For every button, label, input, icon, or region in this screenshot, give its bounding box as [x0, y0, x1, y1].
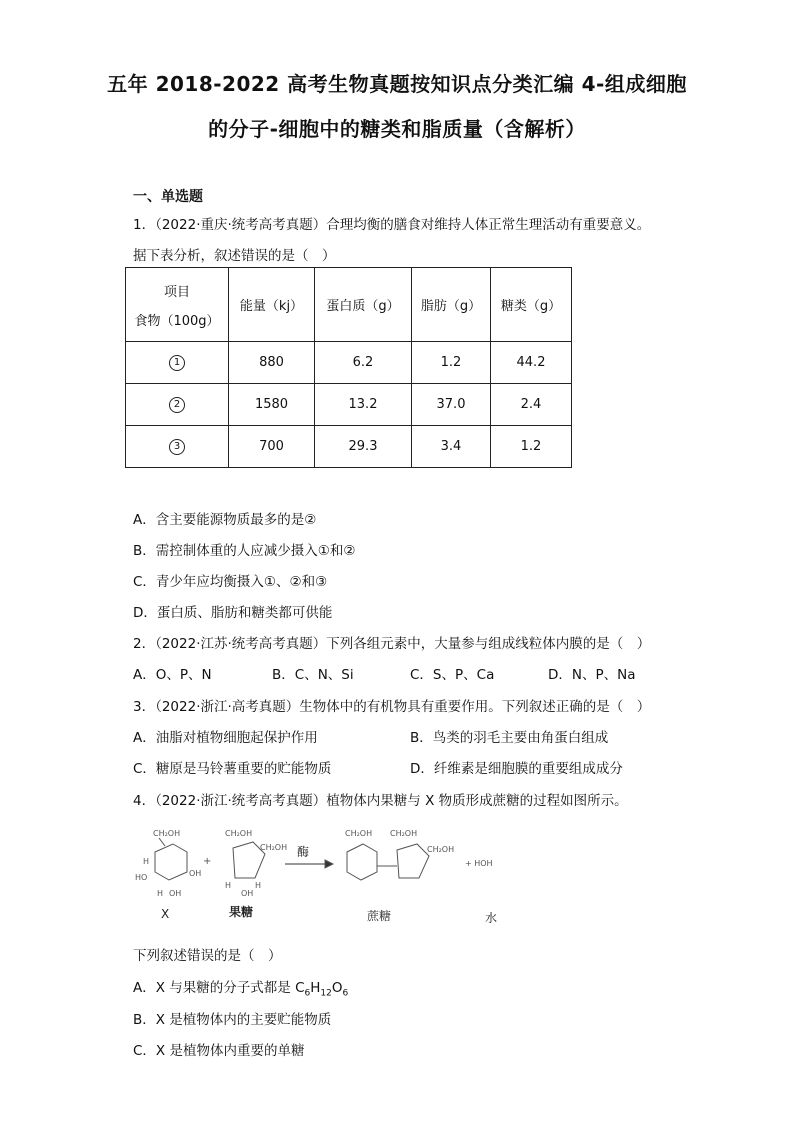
table-cell: 6.2 — [315, 342, 412, 384]
document-title-line1: 五年 2018-2022 高考生物真题按知识点分类汇编 4-组成细胞 — [107, 72, 687, 96]
plus-sign: + — [203, 856, 212, 867]
document-title-line2: 的分子-细胞中的糖类和脂质量（含解析） — [208, 117, 586, 141]
q3-option-b: B．鸟类的羽毛主要由角蛋白组成 — [410, 730, 609, 746]
svg-text:HO: HO — [135, 873, 148, 882]
svg-text:CH₂OH: CH₂OH — [225, 829, 253, 838]
q1-stem-line1: 1．（2022·重庆·统考高考真题）合理均衡的膳食对维持人体正常生理活动有重要意义。 — [133, 217, 651, 233]
q3-stem: 3．（2022·浙江·高考真题）生物体中的有机物具有重要作用。下列叙述正确的是（ ） — [133, 699, 651, 715]
row-label-circled: 3 — [169, 439, 185, 455]
water-label: 水 — [485, 911, 498, 925]
svg-text:CH₂OH: CH₂OH — [427, 845, 455, 854]
svg-text:OH: OH — [189, 869, 202, 878]
column-header: 蛋白质（g） — [315, 268, 412, 342]
q4-option-c: C．X 是植物体内重要的单糖 — [133, 1043, 305, 1059]
table-cell: 700 — [229, 426, 315, 468]
q1-option-d: D．蛋白质、脂肪和糖类都可供能 — [133, 605, 333, 621]
column-header: 糖类（g） — [491, 268, 572, 342]
q4-option-a: A．X 与果糖的分子式都是 $C_6H_{12}O_6$ — [133, 980, 349, 999]
sucrose-label: 蔗糖 — [367, 909, 392, 923]
q1-stem-line2: 据下表分析，叙述错误的是（ ） — [133, 248, 336, 264]
section-heading: 一、单选题 — [133, 189, 203, 205]
nutrition-table — [125, 267, 572, 468]
table-cell: 3.4 — [412, 426, 491, 468]
table-cell: 13.2 — [315, 384, 412, 426]
glucose-ring-shape — [155, 844, 187, 880]
svg-text:CH₂OH: CH₂OH — [390, 829, 418, 838]
table-cell: 880 — [229, 342, 315, 384]
svg-text:CH₂OH: CH₂OH — [345, 829, 373, 838]
q3-option-d: D．纤维素是细胞膜的重要组成成分 — [410, 761, 623, 777]
row-label-circled: 1 — [169, 355, 185, 371]
svg-text:H: H — [157, 889, 164, 898]
q4-stem: 4．（2022·浙江·统考高考真题）植物体内果糖与 X 物质形成蔗糖的过程如图所示。 — [133, 793, 628, 809]
table-cell: 1.2 — [491, 426, 572, 468]
sucrose-synthesis-diagram — [135, 822, 535, 927]
q1-option-b: B．需控制体重的人应减少摄入①和② — [133, 543, 356, 559]
header-food-label: 食物（100g） — [134, 313, 220, 329]
table-row — [126, 426, 572, 468]
q2-option-a: A．O、P、N — [133, 667, 212, 683]
ch2oh-label: CH₂OH — [153, 829, 181, 838]
q4-stem-line2: 下列叙述错误的是（ ） — [133, 948, 282, 964]
q1-option-c: C．青少年应均衡摄入①、②和③ — [133, 574, 328, 590]
svg-text:H: H — [225, 881, 232, 890]
table-row — [126, 342, 572, 384]
q1-option-a: A．含主要能源物质最多的是② — [133, 512, 317, 528]
svg-text:OH: OH — [169, 889, 182, 898]
table-cell: 37.0 — [412, 384, 491, 426]
svg-text:H: H — [255, 881, 262, 890]
q3-option-a: A．油脂对植物细胞起保护作用 — [133, 730, 318, 746]
x-label: X — [161, 907, 170, 921]
table-cell: 1580 — [229, 384, 315, 426]
table-cell: 29.3 — [315, 426, 412, 468]
q4-option-b: B．X 是植物体内的主要贮能物质 — [133, 1012, 332, 1028]
table-header-corner — [126, 268, 229, 342]
column-header: 能量（kj） — [229, 268, 315, 342]
q2-option-b: B．C、N、Si — [272, 667, 354, 683]
q2-option-d: D．N、P、Na — [548, 667, 636, 683]
table-row — [126, 384, 572, 426]
enzyme-label: 酶 — [297, 845, 310, 859]
fructose-label: 果糖 — [229, 905, 254, 919]
svg-text:CH₂OH: CH₂OH — [260, 843, 288, 852]
table-cell: 44.2 — [491, 342, 572, 384]
column-header: 脂肪（g） — [412, 268, 491, 342]
svg-text:H: H — [143, 857, 150, 866]
row-label-circled: 2 — [169, 397, 185, 413]
header-item-label: 项目 — [163, 284, 190, 300]
svg-text:OH: OH — [241, 889, 254, 898]
q2-option-c: C．S、P、Ca — [410, 667, 495, 683]
q3-option-c: C．糖原是马铃薯重要的贮能物质 — [133, 761, 332, 777]
table-cell: 1.2 — [412, 342, 491, 384]
table-cell: 2.4 — [491, 384, 572, 426]
water-molecule: + HOH — [465, 859, 493, 868]
q2-stem: 2．（2022·江苏·统考高考真题）下列各组元素中，大量参与组成线粒体内膜的是（ ） — [133, 636, 651, 652]
